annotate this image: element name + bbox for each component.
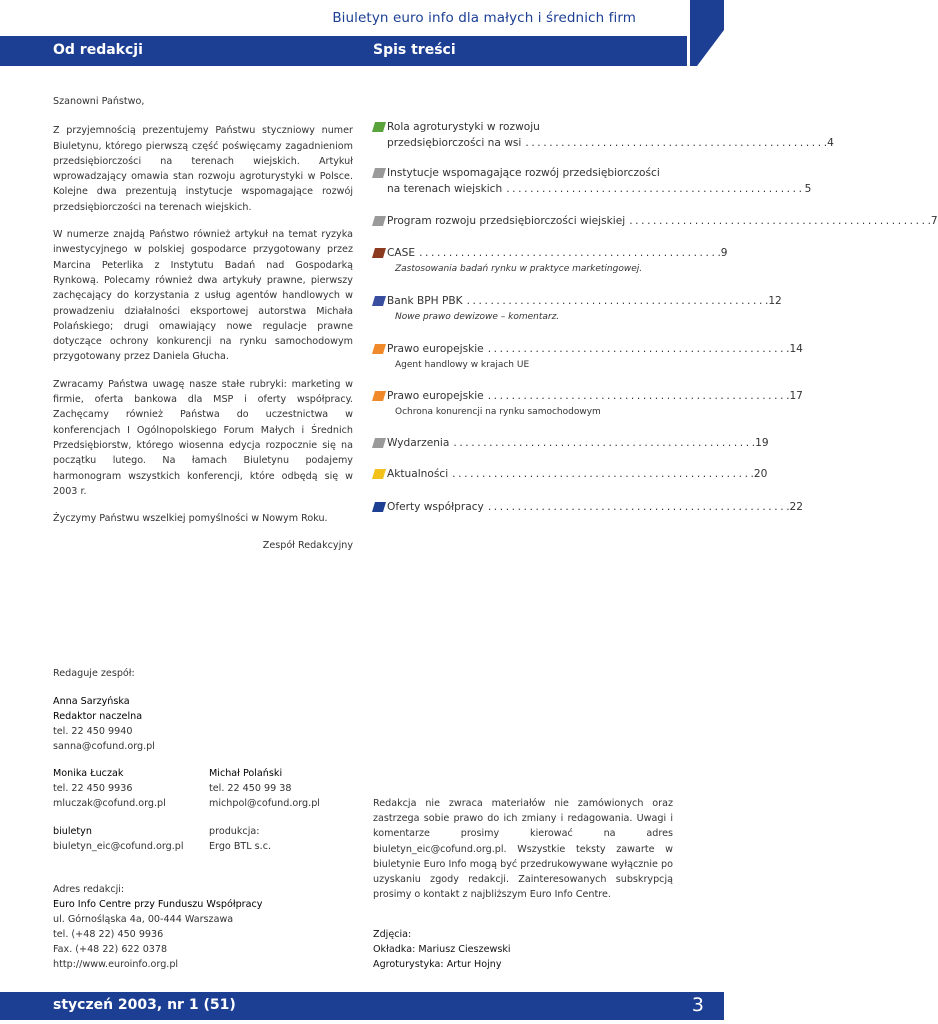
staff-phone: tel. 22 450 99 38 — [209, 783, 292, 794]
toc-page: .7 — [927, 215, 938, 227]
staff-name: Monika Łuczak — [53, 768, 124, 779]
editorial-note: Redakcja nie zwraca materiałów nie zamówionych oraz zastrzega sobie prawo do ich zmiany i redagowania. Uwagi i komentarze prosimy kierować na adres biuletyn_eic@cofund.org.pl. Wszystkie teksty zawarte w biuletynie Euro Info mogą być przedrukowywane wyłącznie po uzyskaniu zgody redakcji. Zainteresowanych subskrypcją prosimy o kontakt z najbliższym Euro Info Centre. — [373, 798, 673, 901]
toc-page: 5 — [804, 182, 812, 195]
toc-marker-icon — [372, 248, 386, 258]
photo-credit-agro: Agroturystyka: Artur Hojny — [373, 959, 502, 971]
editorial-paragraph: Z przyjemnością prezentujemy Państwu styczniowy numer Biuletynu, którego pierwszą część poświęcamy zagadnieniom przedsiębiorczości na terenach wiejskich. Artykuł wprowadzający omawia stan rozwoju agroturystyki w Polsce. Kolejne dwa prezentują instytucje wspomagające rozwój przedsiębiorczości na terenach wiejskich. — [53, 125, 353, 213]
toc-marker-icon — [372, 469, 386, 479]
toc-title: Instytucje wspomagające rozwój przedsiębiorczości — [387, 167, 660, 179]
toc-leader: .................................................. — [452, 468, 751, 480]
toc-title: Wydarzenia — [387, 437, 450, 449]
production-name: Ergo BTL s.c. — [209, 841, 272, 852]
editorial-salutation: Szanowni Państwo, — [53, 96, 145, 107]
toc-marker-icon — [372, 344, 386, 354]
toc-title-cont: przedsiębiorczości na wsi — [387, 136, 522, 149]
toc-entry[interactable] — [372, 436, 769, 452]
address-website[interactable]: http://www.euroinfo.org.pl — [53, 959, 179, 970]
issue-date: styczeń 2003, nr 1 (51) — [53, 997, 236, 1013]
photo-credits — [373, 927, 673, 973]
bulletin-label: biuletyn — [53, 826, 92, 837]
corner-arrow-decoration — [664, 0, 724, 66]
editorial-section-title: Od redakcji — [53, 42, 143, 58]
toc-entry[interactable] — [372, 294, 782, 325]
editorial-signature: Zespół Redakcyjny — [262, 540, 353, 552]
toc-title-cont: na terenach wiejskich — [387, 182, 503, 195]
toc-leader: .................................................. — [487, 501, 787, 513]
toc-leader: .................................................. — [629, 215, 928, 227]
toc-entry[interactable] — [372, 467, 768, 483]
toc-subtitle: Agent handlowy w krajach UE — [395, 359, 530, 370]
toc-title: Prawo europejskie — [387, 343, 484, 355]
editor-name: Anna Sarzyńska — [53, 696, 130, 707]
toc-page: .20 — [750, 468, 768, 480]
toc-title: Prawo europejskie — [387, 390, 484, 402]
staff-name: Michał Polański — [209, 768, 283, 779]
editorial-paragraph: W numerze znajdą Państwo również artykuł na temat ryzyka inwestycyjnego w polskiej gospodarce przygotowany przez Marcina Peterlika z Instytutu Badań nad Gospodarką Rynkową. Polecamy również dwa artykuły prawne, pierwszy zachęcający do korzystania z usług agentów handlowych w prowadzeniu działalności eksportowej autorstwa Michała Polańskiego; drugi omawiający nowe regulacje prawne dotyczące ochrony konkurencji na rynku samochodowym przygotowany przez Daniela Głucha. — [53, 229, 353, 363]
toc-title: Aktualności — [387, 468, 449, 480]
toc-entry[interactable] — [372, 389, 803, 420]
toc-marker-icon — [372, 438, 386, 448]
toc-page: .22 — [786, 501, 804, 513]
toc-entry[interactable] — [372, 120, 834, 151]
toc-marker-icon — [372, 502, 386, 512]
running-title: Biuletyn euro info dla małych i średnich firm — [332, 10, 636, 26]
toc-title: CASE — [387, 247, 416, 259]
address-street: ul. Górnośląska 4a, 00-444 Warszawa — [53, 914, 234, 925]
toc-marker-icon — [372, 168, 386, 178]
toc-subtitle: Zastosowania badań rynku w praktyce marketingowej. — [395, 263, 643, 274]
address-org: Euro Info Centre przy Funduszu Współpracy — [53, 899, 263, 910]
toc-section-title: Spis treści — [373, 42, 456, 58]
toc-title: Program rozwoju przedsiębiorczości wiejskiej — [387, 215, 626, 227]
bulletin-email[interactable]: biuletyn_eic@cofund.org.pl — [53, 841, 184, 852]
toc-leader: .................................................. — [419, 247, 718, 259]
staff-phone: tel. 22 450 9936 — [53, 783, 133, 794]
address-label: Adres redakcji: — [53, 884, 125, 895]
photo-credit-cover: Okładka: Mariusz Cieszewski — [373, 944, 511, 956]
toc-leader: .................................................. — [525, 136, 824, 149]
editor-role: Redaktor naczelna — [53, 711, 143, 722]
photo-credits-label: Zdjęcia: — [373, 929, 412, 940]
address-fax: Fax. (+48 22) 622 0378 — [53, 944, 168, 955]
staff-email[interactable]: mluczak@cofund.org.pl — [53, 798, 166, 809]
toc-entry[interactable] — [372, 214, 938, 230]
toc-leader: .................................................. — [466, 295, 765, 307]
address-phone: tel. (+48 22) 450 9936 — [53, 929, 164, 940]
toc-marker-icon — [372, 391, 386, 401]
editorial-paragraph: Zwracamy Państwa uwagę nasze stałe rubryki: marketing w firmie, oferta bankowa dla MSP i oferty współpracy. Zachęcamy również Państwa do uczestnictwa w konferencjach I Ogólnopolskiego Forum Małych i Średnich Przedsiębiorstw, którego wiosenna edycja rozpocznie się na początku lutego. Na łamach Biuletynu podajemy harmonogram wszystkich konferencji, które odbędą się w 2003 r. — [53, 378, 353, 497]
staff-intro: Redaguje zespół: — [53, 668, 135, 679]
production-label: produkcja: — [209, 826, 260, 837]
toc-leader: .................................................. — [487, 343, 787, 355]
staff-email[interactable]: michpol@cofund.org.pl — [209, 798, 320, 809]
toc-title: Oferty współpracy — [387, 501, 484, 513]
editorial-column — [53, 94, 353, 566]
editor-phone: tel. 22 450 9940 — [53, 726, 133, 737]
toc-entry[interactable] — [372, 166, 812, 197]
toc-page: .4 — [823, 136, 834, 149]
toc-page: .9 — [717, 247, 728, 259]
toc-subtitle: Nowe prawo dewizowe – komentarz. — [395, 311, 560, 322]
toc-entry[interactable] — [372, 342, 803, 373]
toc-title: Bank BPH PBK — [387, 295, 463, 307]
toc-marker-icon — [372, 122, 386, 132]
toc-leader: .................................................. — [487, 390, 787, 402]
toc-entry[interactable] — [372, 246, 728, 277]
toc-entry[interactable] — [372, 500, 804, 516]
toc-page: .19 — [751, 437, 769, 449]
toc-title: Rola agroturystyki w rozwoju — [387, 121, 540, 133]
toc-marker-icon — [372, 296, 386, 306]
toc-subtitle: Ochrona konurencji na rynku samochodowym — [395, 406, 601, 417]
editorial-paragraph: Życzymy Państwu wszelkiej pomyślności w Nowym Roku. — [53, 513, 328, 525]
toc-marker-icon — [372, 216, 386, 226]
toc-page: .14 — [786, 343, 803, 355]
toc-leader: .................................................. — [453, 437, 752, 449]
toc-page: .17 — [786, 390, 803, 402]
page-number: 3 — [691, 994, 704, 1016]
toc-page: .12 — [764, 295, 782, 307]
editor-email[interactable]: sanna@cofund.org.pl — [53, 741, 155, 752]
toc-leader: .................................................. — [506, 182, 805, 195]
